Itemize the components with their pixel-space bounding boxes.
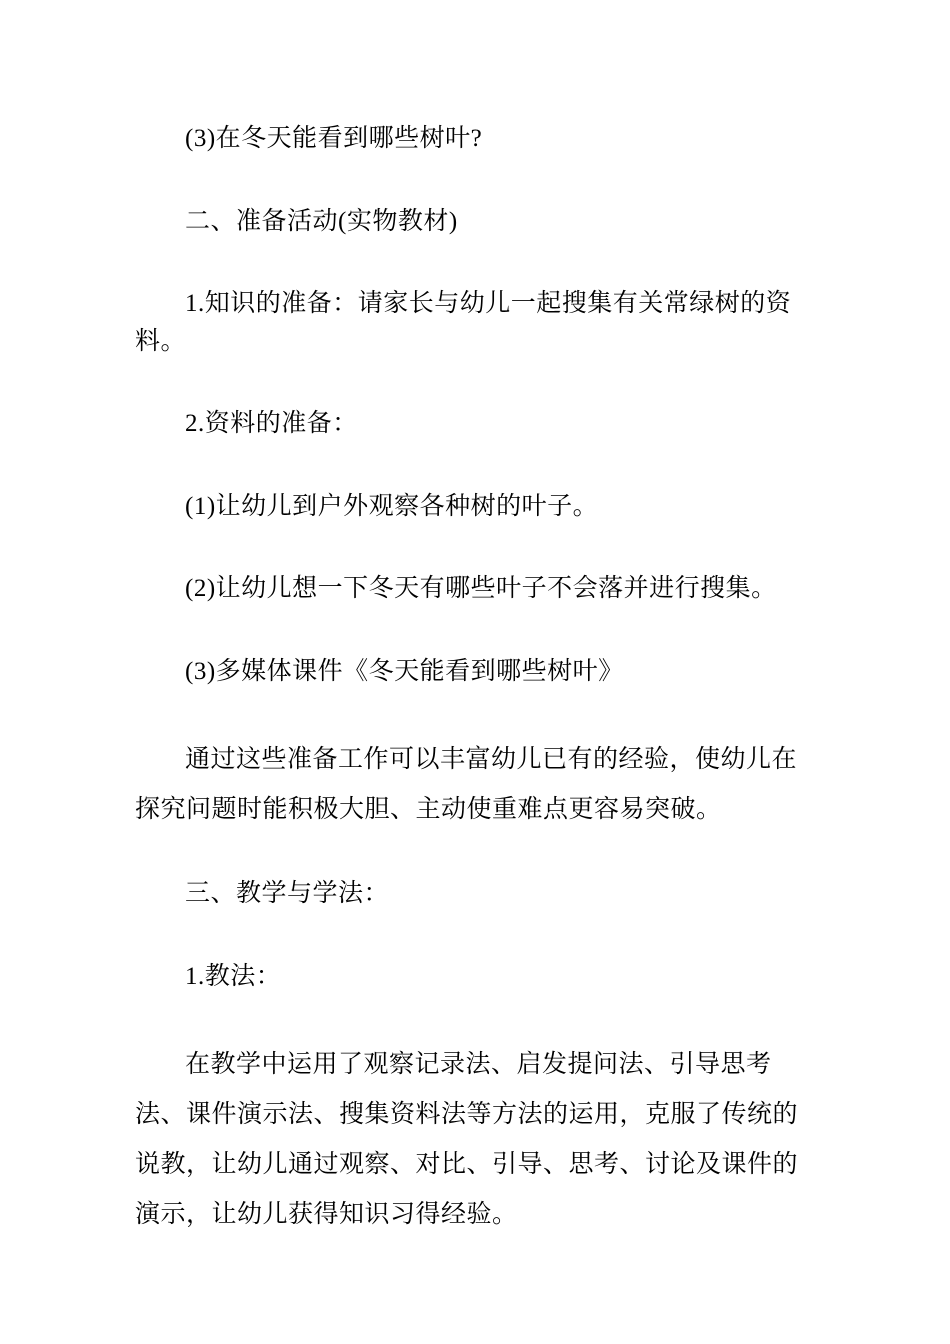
paragraph-materials-item-1: (1)让幼儿到户外观察各种树的叶子。: [185, 492, 599, 520]
document-body: [135, 120, 815, 1240]
paragraph-knowledge-prep: 1.知识的准备：请家长与幼儿一起搜集有关常绿树的资料。: [135, 290, 792, 355]
paragraph-section-two-heading: 二、准备活动(实物教材): [185, 207, 458, 235]
paragraph-teaching-method-body: 在教学中运用了观察记录法、启发提问法、引导思考法、课件演示法、搜集资料法等方法的运用，克服了传统的说教，让幼儿通过观察、对比、引导、思考、讨论及课件的演示，让幼儿获得知识习得经验。: [135, 1051, 799, 1228]
paragraph-materials-item-2: (2)让幼儿想一下冬天有哪些叶子不会落并进行搜集。: [185, 575, 777, 602]
paragraph-materials-item-3: (3)多媒体课件《冬天能看到哪些树叶》: [185, 657, 624, 685]
paragraph-question-3: (3)在冬天能看到哪些树叶?: [185, 125, 483, 152]
paragraph-prep-summary: 通过这些准备工作可以丰富幼儿已有的经验，使幼儿在探究问题时能积极大胆、主动使重难点更容易突破。: [135, 746, 798, 823]
paragraph-teaching-method-heading: 1.教法：: [185, 962, 282, 990]
paragraph-section-three-heading: 三、教学与学法：: [185, 880, 390, 907]
paragraph-materials-prep: 2.资料的准备：: [185, 410, 358, 437]
